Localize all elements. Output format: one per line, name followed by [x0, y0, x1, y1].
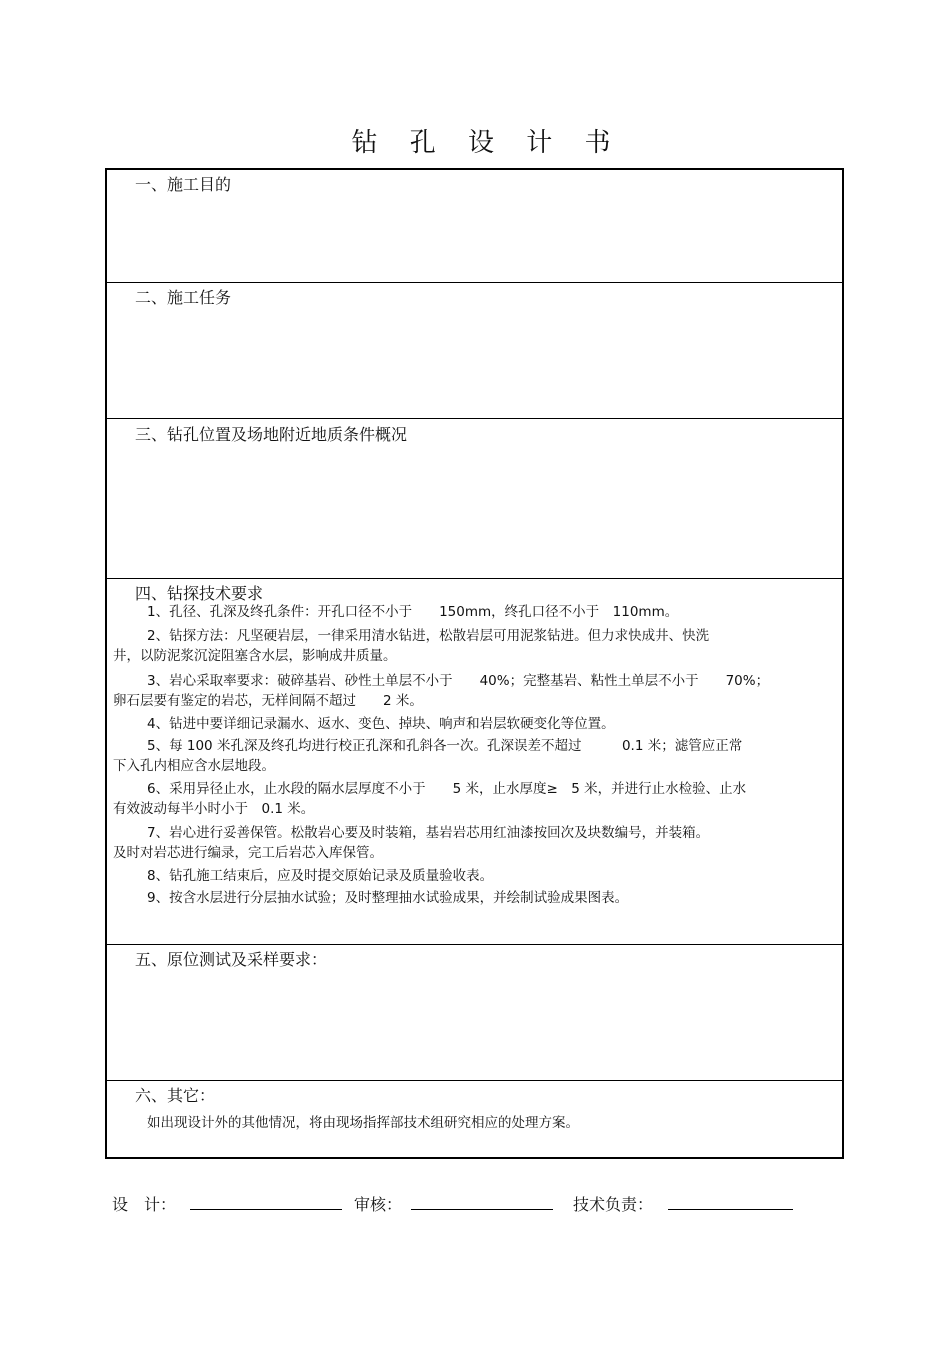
section-title-tech: 四、钻探技术要求: [135, 584, 264, 603]
requirement-line: 6、采用异径止水，止水段的隔水层厚度不小于 5 米，止水厚度≥ 5 米，并进行止水检验、止水: [147, 781, 747, 797]
section-tech-requirements: [107, 579, 842, 945]
requirement-line-cont: 井，以防泥浆沉淀阻塞含水层，影响成井质量。: [113, 648, 397, 664]
requirement-line-cont: 下入孔内相应含水层地段。: [113, 758, 275, 774]
section-purpose: [107, 170, 842, 283]
tech-lead-label: 技术负责：: [573, 1195, 654, 1214]
requirement-line: 9、按含水层进行分层抽水试验；及时整理抽水试验成果，并绘制试验成果图表。: [147, 890, 629, 906]
requirement-line: 2、钻探方法：凡坚硬岩层，一律采用清水钻进，松散岩层可用泥浆钻进。但力求快成井、快洗: [147, 628, 710, 644]
requirement-item: [113, 779, 836, 819]
section-title-task: 二、施工任务: [135, 288, 232, 307]
review-signature-field[interactable]: [411, 1209, 553, 1210]
section-title-location: 三、钻孔位置及场地附近地质条件概况: [135, 425, 408, 444]
section-title-purpose: 一、施工目的: [135, 175, 232, 194]
design-label: 设 计：: [112, 1195, 177, 1214]
requirement-item: [113, 671, 836, 711]
requirement-line-cont: 卵石层要有鉴定的岩芯，无样间隔不超过 2 米。: [113, 693, 423, 709]
other-text: 如出现设计外的其他情况，将由现场指挥部技术组研究相应的处理方案。: [147, 1115, 579, 1131]
requirement-line-cont: 有效波动每半小时小于 0.1 米。: [113, 801, 315, 817]
design-form: [105, 168, 844, 1159]
requirement-line: 1、孔径、孔深及终孔条件：开孔口径不小于 150mm，终孔口径不小于 110mm。: [147, 604, 679, 620]
requirement-line: 5、每 100 米孔深及终孔均进行校正孔深和孔斜各一次。孔深误差不超过 0.1 米；滤管应正常: [147, 738, 743, 754]
requirement-item: [113, 823, 836, 863]
requirement-line: 8、钻孔施工结束后，应及时提交原始记录及质量验收表。: [147, 868, 494, 884]
page-title: 钻 孔 设 计 书: [351, 128, 623, 158]
requirement-line: 3、岩心采取率要求：破碎基岩、砂性土单层不小于 40%；完整基岩、粘性土单层不小于 70%；: [147, 673, 770, 689]
requirement-item: [113, 736, 836, 776]
design-signature-field[interactable]: [190, 1209, 342, 1210]
requirement-item: [113, 602, 836, 622]
section-testing: [107, 945, 842, 1081]
section-location: [107, 419, 842, 579]
section-title-other: 六、其它：: [135, 1086, 216, 1105]
section-other: [107, 1081, 842, 1161]
requirement-item: [113, 714, 836, 734]
requirement-line: 4、钻进中要详细记录漏水、返水、变色、掉块、响声和岩层软硬变化等位置。: [147, 716, 615, 732]
requirement-line-cont: 及时对岩芯进行编录，完工后岩芯入库保管。: [113, 845, 383, 861]
requirement-item: [113, 866, 836, 886]
signature-row: [112, 1192, 812, 1216]
requirement-line: 7、岩心进行妥善保管。松散岩心要及时装箱，基岩岩芯用红油漆按回次及块数编号，并装箱。: [147, 825, 710, 841]
section-title-testing: 五、原位测试及采样要求：: [135, 950, 328, 969]
tech-lead-signature-field[interactable]: [668, 1209, 793, 1210]
requirement-item: [113, 626, 836, 666]
section-task: [107, 283, 842, 419]
requirement-item: [113, 888, 836, 908]
review-label: 审核：: [354, 1195, 403, 1214]
